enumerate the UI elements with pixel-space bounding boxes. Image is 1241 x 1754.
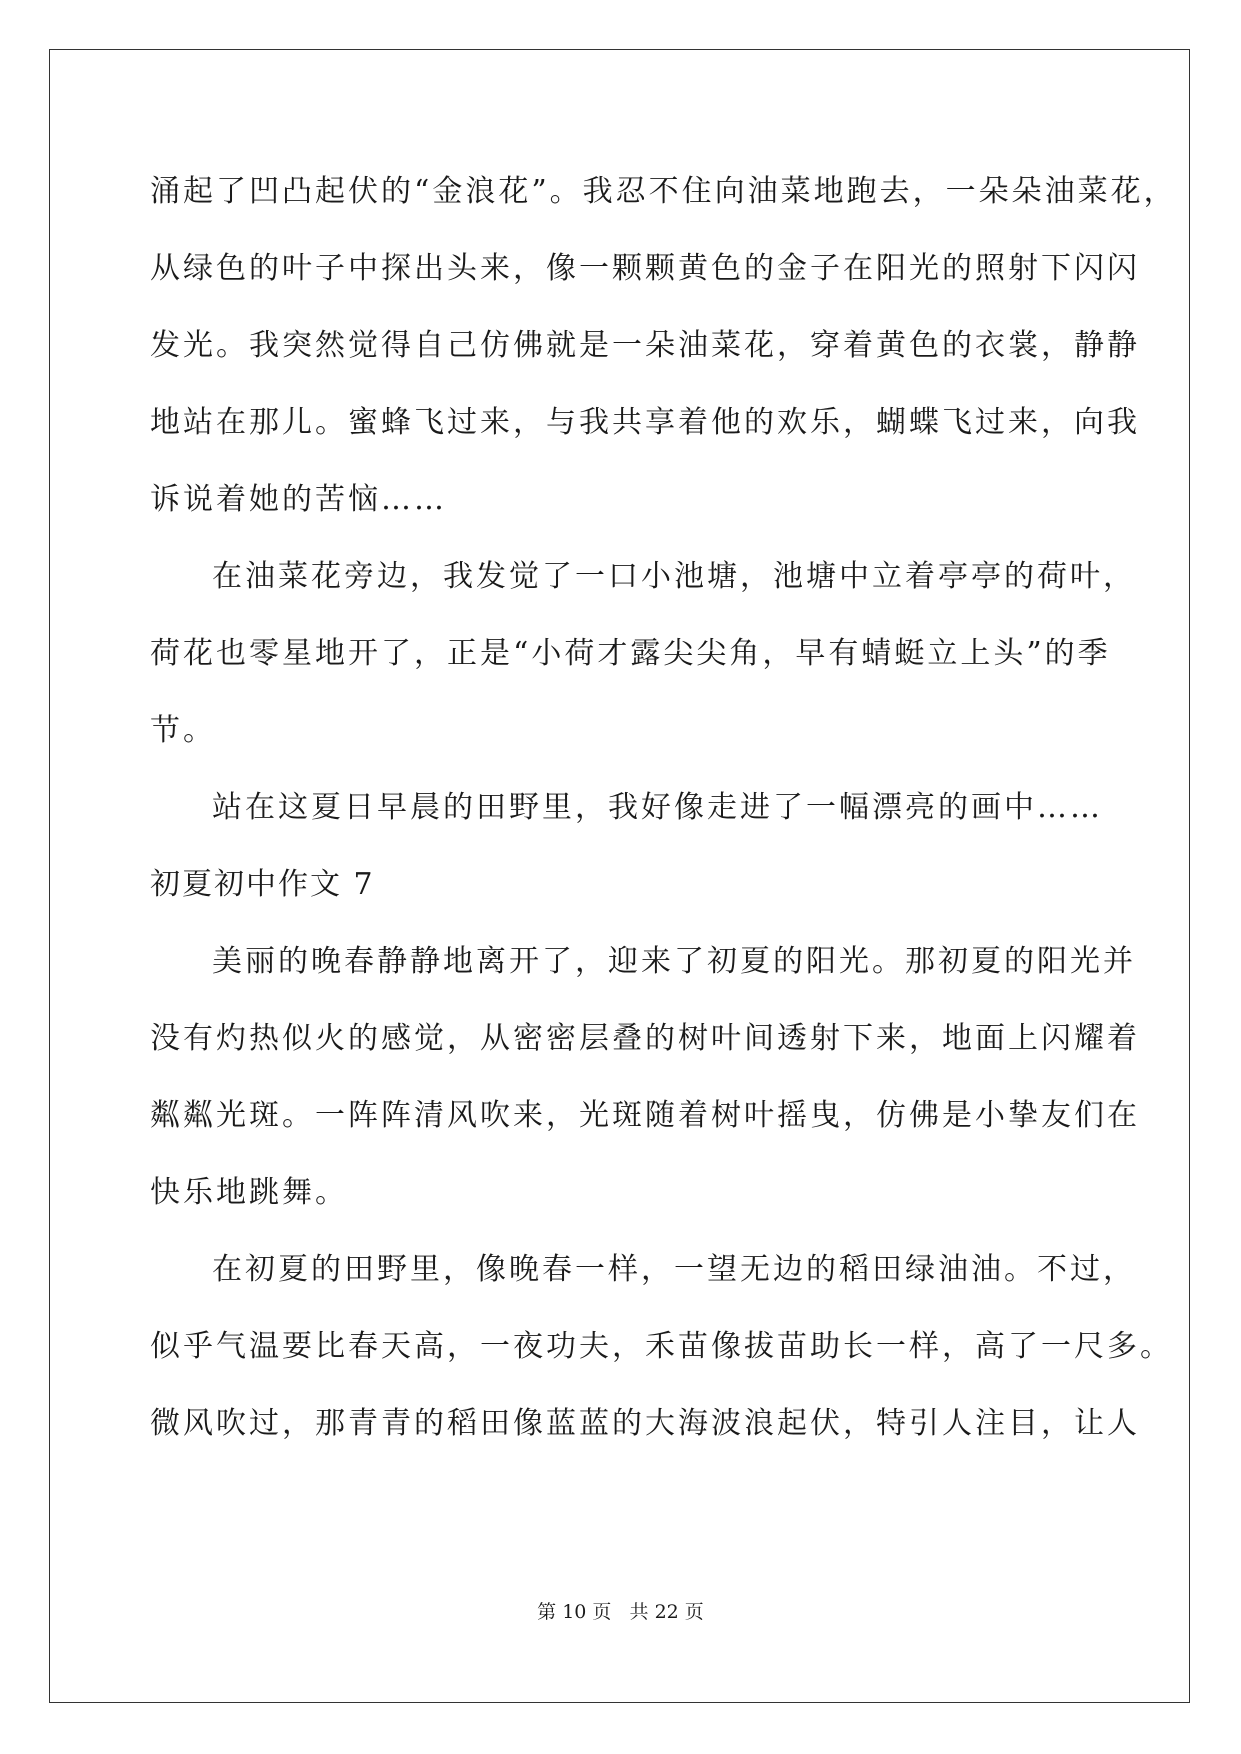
- text-line: 微风吹过，那青青的稻田像蓝蓝的大海波浪起伏，特引人注目，让人: [150, 1406, 1140, 1441]
- text-line: 快乐地跳舞。: [150, 1175, 348, 1210]
- text-line: 诉说着她的苦恼……: [150, 482, 447, 517]
- text-line: 似乎气温要比春天高，一夜功夫，禾苗像拔苗助长一样，高了一尺多。: [150, 1329, 1173, 1364]
- text-line: 在油菜花旁边，我发觉了一口小池塘，池塘中立着亭亭的荷叶，: [212, 559, 1136, 594]
- text-line: 粼粼光斑。一阵阵清风吹来，光斑随着树叶摇曳，仿佛是小挚友们在: [150, 1098, 1140, 1133]
- page-number: 第 10 页 共 22 页: [537, 1601, 704, 1623]
- text-line: 站在这夏日早晨的田野里，我好像走进了一幅漂亮的画中……: [212, 790, 1103, 825]
- text-line: 节。: [150, 713, 216, 748]
- section-heading: 初夏初中作文 7: [150, 867, 375, 902]
- text-line: 荷花也零星地开了，正是“小荷才露尖尖角，早有蜻蜓立上头”的季: [150, 636, 1111, 671]
- text-line: 发光。我突然觉得自己仿佛就是一朵油菜花，穿着黄色的衣裳，静静: [150, 328, 1140, 363]
- text-line: 美丽的晚春静静地离开了，迎来了初夏的阳光。那初夏的阳光并: [212, 944, 1136, 979]
- text-line: 从绿色的叶子中探出头来，像一颗颗黄色的金子在阳光的照射下闪闪: [150, 251, 1140, 286]
- text-line: 地站在那儿。蜜蜂飞过来，与我共享着他的欢乐，蝴蝶飞过来，向我: [150, 405, 1140, 440]
- text-line: 在初夏的田野里，像晚春一样，一望无边的稻田绿油油。不过，: [212, 1252, 1136, 1287]
- text-line: 没有灼热似火的感觉，从密密层叠的树叶间透射下来，地面上闪耀着: [150, 1021, 1140, 1056]
- text-line: 涌起了凹凸起伏的“金浪花”。我忍不住向油菜地跑去，一朵朵油菜花，: [150, 174, 1177, 209]
